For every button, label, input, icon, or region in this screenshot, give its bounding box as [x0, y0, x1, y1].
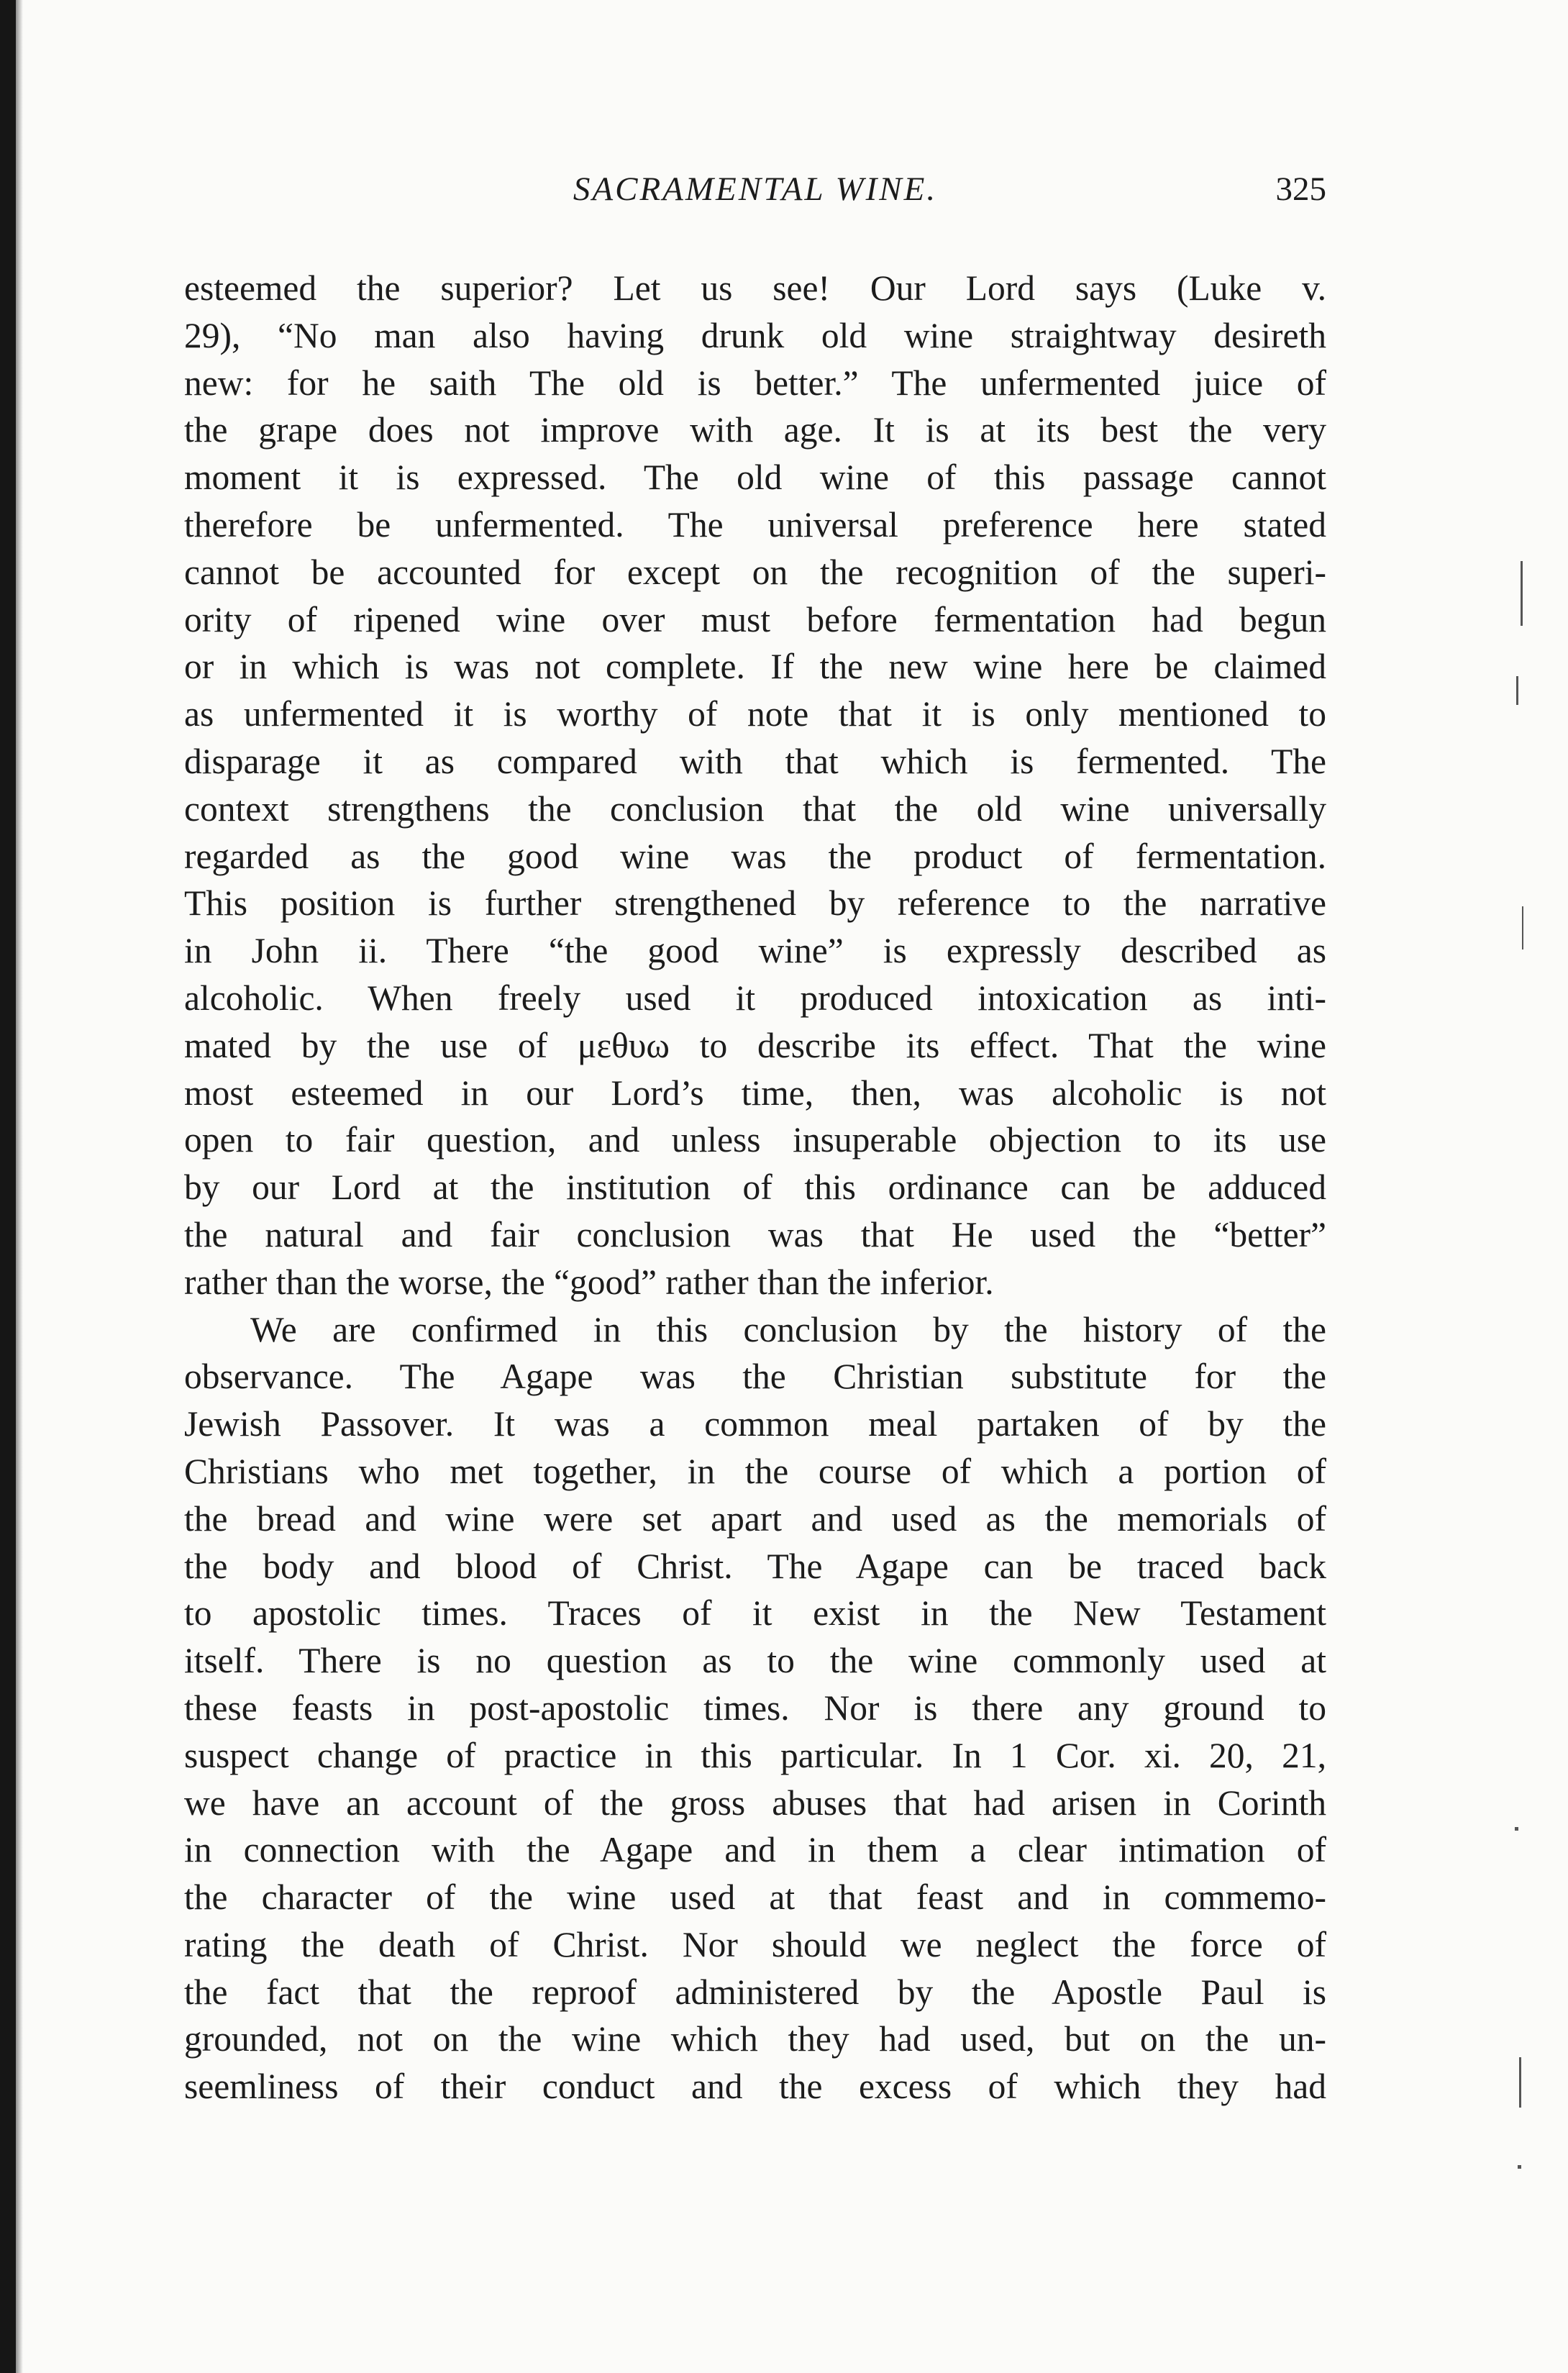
- text-line: rather than the worse, the “good” rather than the inferior.: [184, 1262, 994, 1302]
- text-line: rating the death of Christ. Nor should we neglect the force of: [184, 1924, 1326, 1964]
- text-line: mated by the use of μεθυω to describe its effect. That the wine: [184, 1025, 1326, 1065]
- text-line: the grape does not improve with age. It is at its best the very: [184, 410, 1326, 450]
- text-line: Christians who met together, in the course of which a portion of: [184, 1451, 1326, 1491]
- text-line: seemliness of their conduct and the excess of which they had: [184, 2067, 1326, 2107]
- text-line: alcoholic. When freely used it produced intoxication as inti-: [184, 978, 1326, 1018]
- text-line: cannot be accounted for except on the recognition of the superi-: [184, 552, 1326, 592]
- text-line: the fact that the reproof administered by the Apostle Paul is: [184, 1972, 1326, 2012]
- binding-shadow: [16, 0, 23, 2373]
- scan-speck: [1515, 1827, 1518, 1831]
- text-line: disparage it as compared with that which is fermented. The: [184, 741, 1326, 781]
- text-line: This position is further strengthened by reference to the narrative: [184, 883, 1326, 924]
- scan-speck: [1521, 561, 1523, 626]
- text-line: Jewish Passover. It was a common meal partaken of by the: [184, 1404, 1326, 1444]
- text-line: open to fair question, and unless insuperable objection to its use: [184, 1120, 1326, 1160]
- text-line: moment it is expressed. The old wine of this passage cannot: [184, 457, 1326, 498]
- text-line: or in which is was not complete. If the new wine here be claimed: [184, 647, 1326, 687]
- text-line: therefore be unfermented. The universal preference here stated: [184, 504, 1326, 545]
- text-line: as unfermented it is worthy of note that it is only mentioned to: [184, 694, 1326, 734]
- text-line: itself. There is no question as to the wine commonly used at: [184, 1641, 1326, 1681]
- text-line: to apostolic times. Traces of it exist in the New Testament: [184, 1593, 1326, 1634]
- page-body: [184, 265, 1326, 2110]
- scan-speck: [1518, 2165, 1521, 2169]
- scan-speck: [1516, 676, 1518, 705]
- text-line: new: for he saith The old is better.” The unfermented juice of: [184, 363, 1326, 403]
- scan-margin-marks: [1510, 101, 1539, 2331]
- text-line: the bread and wine were set apart and used as the memorials of: [184, 1498, 1326, 1539]
- text-line: we have an account of the gross abuses that had arisen in Corinth: [184, 1782, 1326, 1823]
- text-line: observance. The Agape was the Christian substitute for the: [184, 1357, 1326, 1397]
- text-line: suspect change of practice in this particular. In 1 Cor. xi. 20, 21,: [184, 1735, 1326, 1775]
- text-line: grounded, not on the wine which they had used, but on the un-: [184, 2019, 1326, 2059]
- text-line: ority of ripened wine over must before fermentation had begun: [184, 599, 1326, 639]
- running-head: [184, 170, 1326, 227]
- book-binding-edge: [0, 0, 16, 2373]
- text-line: these feasts in post-apostolic times. Nor is there any ground to: [184, 1687, 1326, 1728]
- text-line: in connection with the Agape and in them a clear intimation of: [184, 1830, 1326, 1870]
- text-line: in John ii. There “the good wine” is expressly described as: [184, 931, 1326, 971]
- text-line: 29), “No man also having drunk old wine straightway desireth: [184, 315, 1326, 355]
- text-line: by our Lord at the institution of this ordinance can be adduced: [184, 1167, 1326, 1208]
- running-title: SACRAMENTAL WINE.: [573, 170, 938, 208]
- text-line: context strengthens the conclusion that the old wine universally: [184, 788, 1326, 829]
- text-line: the character of the wine used at that feast and in commemo-: [184, 1877, 1326, 1918]
- text-line: the natural and fair conclusion was that He used the “better”: [184, 1214, 1326, 1254]
- scan-speck: [1522, 906, 1523, 949]
- paragraph-1: [184, 265, 1326, 1306]
- paragraph-2: [184, 1306, 1326, 2111]
- text-line: esteemed the superior? Let us see! Our Lord says (Luke v.: [184, 268, 1326, 308]
- scan-speck: [1519, 2057, 1521, 2108]
- text-line: most esteemed in our Lord’s time, then, was alcoholic is not: [184, 1072, 1326, 1113]
- text-line: the body and blood of Christ. The Agape can be traced back: [184, 1546, 1326, 1586]
- text-line: We are confirmed in this conclusion by the history of the: [250, 1309, 1326, 1349]
- page-number: 325: [1275, 170, 1326, 208]
- text-line: regarded as the good wine was the product of fermentation.: [184, 836, 1326, 876]
